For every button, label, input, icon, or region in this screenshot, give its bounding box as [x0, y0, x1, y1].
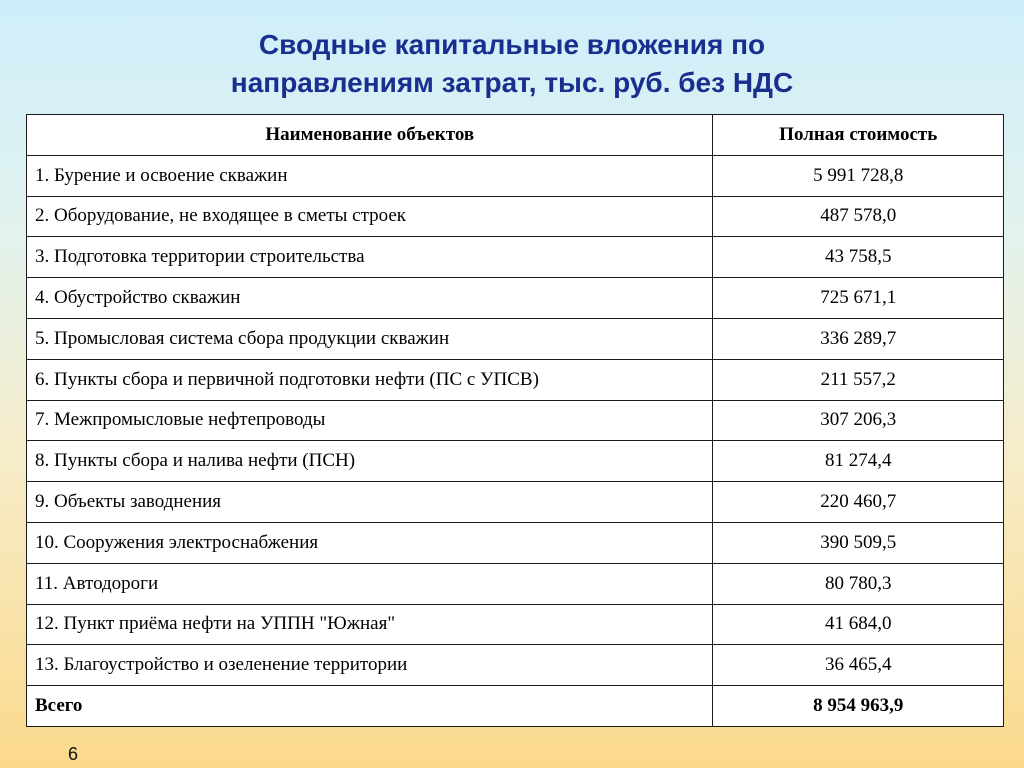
- table-row: [27, 400, 1004, 441]
- table-row: [27, 522, 1004, 563]
- row-cost: 336 289,7: [713, 318, 1004, 359]
- table-row: [27, 482, 1004, 523]
- page-number: 6: [68, 744, 79, 764]
- row-name: 4. Обустройство скважин: [27, 278, 713, 319]
- slide-title-line-1: Сводные капитальные вложения по: [258, 29, 766, 60]
- row-name: 1. Бурение и освоение скважин: [27, 155, 713, 196]
- row-name: 12. Пункт приёма нефти на УППН "Южная": [27, 604, 713, 645]
- table-row: [27, 278, 1004, 319]
- row-cost: 43 758,5: [713, 237, 1004, 278]
- capital-investment-table: [26, 114, 1004, 727]
- row-cost: 81 274,4: [713, 441, 1004, 482]
- row-name: 7. Межпромысловые нефтепроводы: [27, 400, 713, 441]
- table-row: [27, 237, 1004, 278]
- row-cost: 220 460,7: [713, 482, 1004, 523]
- row-cost: 5 991 728,8: [713, 155, 1004, 196]
- table-total-row: [27, 686, 1004, 727]
- total-cost: 8 954 963,9: [713, 686, 1004, 727]
- row-name: 6. Пункты сбора и первичной подготовки нефти (ПС с УПСВ): [27, 359, 713, 400]
- table-row: [27, 359, 1004, 400]
- row-name: 10. Сооружения электроснабжения: [27, 522, 713, 563]
- row-cost: 41 684,0: [713, 604, 1004, 645]
- row-cost: 390 509,5: [713, 522, 1004, 563]
- table-row: [27, 155, 1004, 196]
- slide-title-line-2: направлениям затрат, тыс. руб. без НДС: [230, 67, 794, 98]
- row-name: 5. Промысловая система сбора продукции скважин: [27, 318, 713, 359]
- row-name: 3. Подготовка территории строительства: [27, 237, 713, 278]
- table-row: [27, 196, 1004, 237]
- table-row: [27, 645, 1004, 686]
- row-cost: 307 206,3: [713, 400, 1004, 441]
- row-name: 8. Пункты сбора и налива нефти (ПСН): [27, 441, 713, 482]
- table-header-row: [27, 115, 1004, 156]
- header-object-name: Наименование объектов: [27, 115, 713, 156]
- row-cost: 211 557,2: [713, 359, 1004, 400]
- row-name: 13. Благоустройство и озеленение территории: [27, 645, 713, 686]
- row-name: 9. Объекты заводнения: [27, 482, 713, 523]
- row-name: 11. Автодороги: [27, 563, 713, 604]
- total-label: Всего: [27, 686, 713, 727]
- row-cost: 36 465,4: [713, 645, 1004, 686]
- row-name: 2. Оборудование, не входящее в сметы строек: [27, 196, 713, 237]
- row-cost: 80 780,3: [713, 563, 1004, 604]
- slide-title: [0, 26, 1024, 102]
- table-row: [27, 563, 1004, 604]
- table-row: [27, 604, 1004, 645]
- table-row: [27, 318, 1004, 359]
- table-row: [27, 441, 1004, 482]
- row-cost: 487 578,0: [713, 196, 1004, 237]
- row-cost: 725 671,1: [713, 278, 1004, 319]
- header-full-cost: Полная стоимость: [713, 115, 1004, 156]
